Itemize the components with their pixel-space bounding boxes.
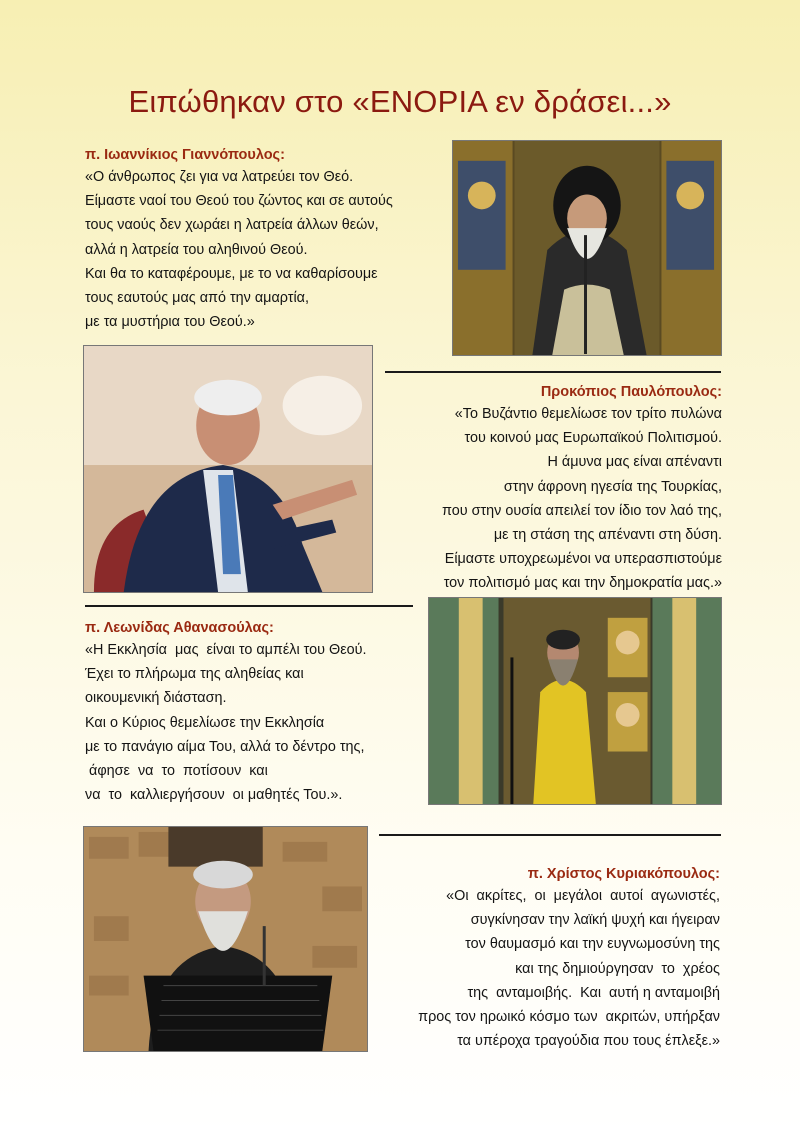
photo-priest-ioannikios — [452, 140, 722, 356]
quote-1 — [85, 165, 393, 334]
speaker-name-2: Προκόπιος Παυλόπουλος: — [540, 384, 722, 400]
quote-line: τους εαυτούς μας από την αμαρτία, — [85, 290, 309, 307]
quote-line: «Ο άνθρωπος ζει για να λατρεύει τον Θεό. — [85, 169, 354, 185]
quote-line: που στην ουσία απειλεί τον ίδιο τον λαό της, — [442, 502, 722, 519]
quote-line: με τη στάση της απέναντι στη δύση. — [493, 527, 722, 544]
quote-line: «Η Εκκλησία μας είναι το αμπέλι του Θεού. — [85, 642, 367, 658]
quote-line: άφησε να το ποτίσουν και — [85, 763, 268, 780]
quote-line: της ανταμοιβής. Και αυτή η ανταμοιβή — [467, 984, 720, 1001]
quote-line: Και θα το καταφέρουμε, με το να καθαρίσουμε — [85, 265, 378, 282]
speaker-name-1: π. Ιωαννίκιος Γιαννόπουλος: — [85, 147, 285, 163]
quote-line: και της δημιούργησαν το χρέος — [515, 960, 720, 977]
speaker-name-3: π. Λεωνίδας Αθανασούλας: — [85, 620, 274, 636]
quote-line: αλλά η λατρεία του αληθινού Θεού. — [85, 241, 308, 258]
divider-line — [379, 834, 721, 836]
speaker-name-4: π. Χρίστος Κυριακόπουλος: — [527, 866, 720, 882]
quote-line: Είμαστε υποχρεωμένοι να υπερασπιστούμε — [444, 551, 722, 568]
quote-line: να το καλλιεργήσουν οι μαθητές Του.». — [85, 787, 343, 804]
quote-line: με τα μυστήρια του Θεού.» — [85, 314, 255, 331]
quote-4 — [418, 884, 720, 1053]
divider-line — [385, 371, 721, 373]
quote-line: με το πανάγιο αίμα Του, αλλά το δέντρο της, — [85, 738, 365, 755]
photo-priest-leonidas — [428, 597, 722, 805]
quote-line: «Το Βυζάντιο θεμελίωσε τον τρίτο πυλώνα — [454, 406, 722, 422]
quote-line: συγκίνησαν την λαϊκή ψυχή και ήγειραν — [470, 912, 720, 929]
quote-line: Είμαστε ναοί του Θεού του ζώντος και σε αυτούς — [85, 193, 393, 210]
quote-3 — [85, 638, 367, 807]
divider-line — [85, 605, 413, 607]
quote-line: οικουμενική διάσταση. — [85, 690, 227, 707]
quote-line: «Οι ακρίτες, οι μεγάλοι αυτοί αγωνιστές, — [446, 888, 720, 904]
photo-priest-christos — [83, 826, 368, 1052]
quote-line: προς τον ηρωικό κόσμο των ακριτών, υπήρξαν — [418, 1009, 720, 1026]
photo-prokopios-pavlopoulos — [83, 345, 373, 593]
quote-line: του κοινού μας Ευρωπαϊκού Πολιτισμού. — [464, 430, 722, 447]
quote-line: τον πολιτισμό μας και την δημοκρατία μας.» — [443, 575, 722, 592]
quote-2 — [442, 402, 722, 596]
quote-line: τα υπέροχα τραγούδια που τους έπλεξε.» — [457, 1033, 720, 1050]
page-title: Ειπώθηκαν στο «ΕΝΟΡΙΑ εν δράσει...» — [128, 84, 672, 119]
quote-line: τον θαυμασμό και την ευγνωμοσύνη της — [465, 936, 720, 953]
quote-line: Και ο Κύριος θεμελίωσε την Εκκλησία — [85, 714, 325, 731]
quote-line: Έχει το πλήρωμα της αληθείας και — [85, 666, 304, 683]
quote-line: τους ναούς δεν χωράει η λατρεία άλλων θεών, — [85, 217, 379, 234]
quote-line: Η άμυνα μας είναι απέναντι — [547, 454, 722, 471]
quote-line: στην άφρονη ηγεσία της Τουρκίας, — [503, 478, 722, 495]
